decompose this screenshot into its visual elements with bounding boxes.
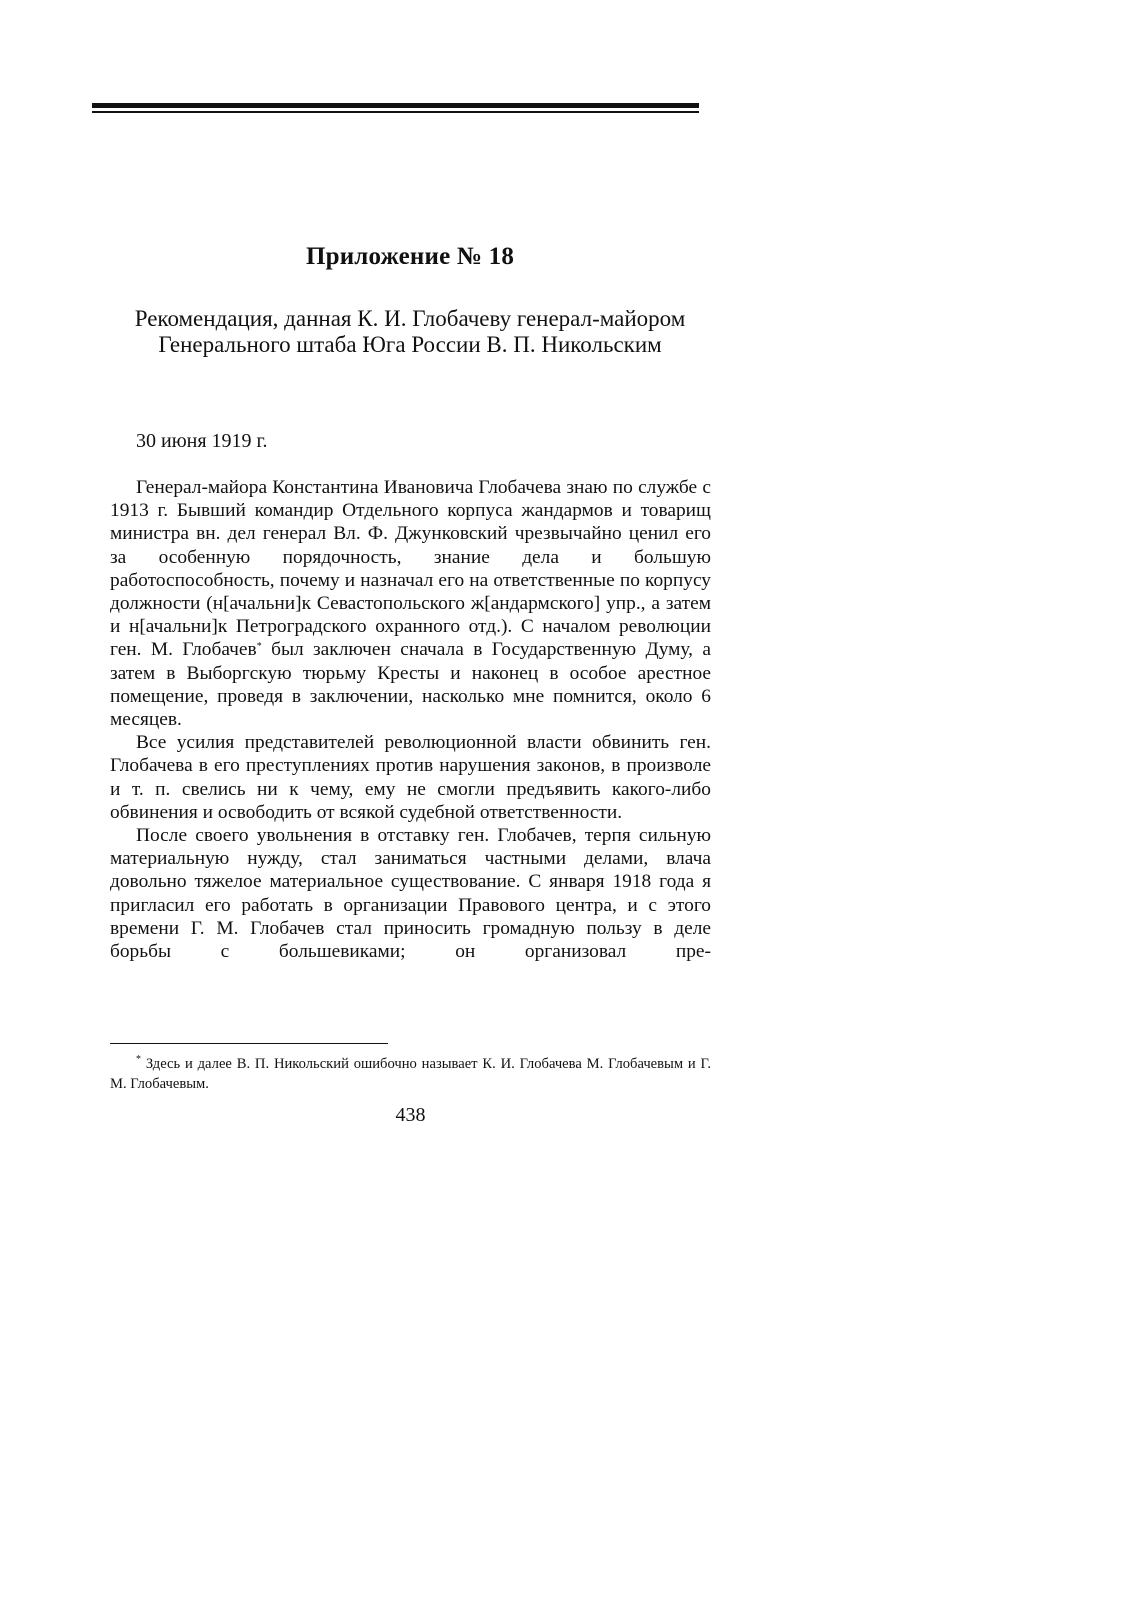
document-date: 30 июня 1919 г. xyxy=(136,430,268,452)
header-thin-rule xyxy=(92,111,699,113)
paragraph-2: Все усилия представителей революционной власти обвинить ген. Глобачева в его преступлениях против нарушения законов, в произволе и т. п. свелись ни к чему, ему не смогли предъявить какого-либо обвинения и освободить от всякой судебной ответственности. xyxy=(110,732,711,823)
paragraph-1-text-b: был заключен сначала в Государственную Думу, а затем в Выборгскую тюрьму Кресты и наконец в особое арестное помещение, проведя в заключении, насколько мне помнится, около 6 месяцев. xyxy=(110,639,711,731)
footnote-separator xyxy=(110,1043,388,1044)
document-subtitle xyxy=(110,306,710,358)
footnote-reference-mark: * xyxy=(256,641,262,653)
paragraph-1-text-a: Генерал-майора Константина Ивановича Глобачева знаю по службе с 1913 г. Бывший командир Отдельного корпуса жандармов и товарищ министра вн. дел генерал Вл. Ф. Джунковский чрезвычайно ценил его за особенную порядочность, знание дела и большую работоспособность, почему и назначал его на ответственные по корпусу должности (н[ачальни]к Севастопольского ж[андармского] упр., а затем и н[ачальни]к Петроградского охранного отд.). С началом революции ген. М. Глобачев xyxy=(110,477,711,661)
paragraph-1 xyxy=(110,476,711,731)
footnote-text: Здесь и далее В. П. Никольский ошибочно называет К. И. Глобачева М. Глобачевым и Г. М. Глобачевым. xyxy=(110,1056,711,1092)
footnote xyxy=(110,1054,711,1094)
page-number: 438 xyxy=(395,1104,426,1126)
appendix-title: Приложение № 18 xyxy=(305,243,515,270)
subtitle-line-2: Генерального штаба Юга России В. П. Никольским xyxy=(158,332,662,357)
document-body xyxy=(110,476,711,963)
subtitle-line-1: Рекомендация, данная К. И. Глобачеву генерал-майором xyxy=(134,306,686,331)
paragraph-3: После своего увольнения в отставку ген. Глобачев, терпя сильную материальную нужду, стал заниматься частными делами, влача довольно тяжелое материальное существование. С января 1918 года я пригласил его работать в организации Правового центра, и с этого времени Г. М. Глобачев стал приносить громадную пользу в деле борьбы с большевиками; он организовал пре- xyxy=(110,825,711,963)
header-thick-rule xyxy=(92,103,699,108)
footnote-mark: * xyxy=(136,1054,141,1065)
